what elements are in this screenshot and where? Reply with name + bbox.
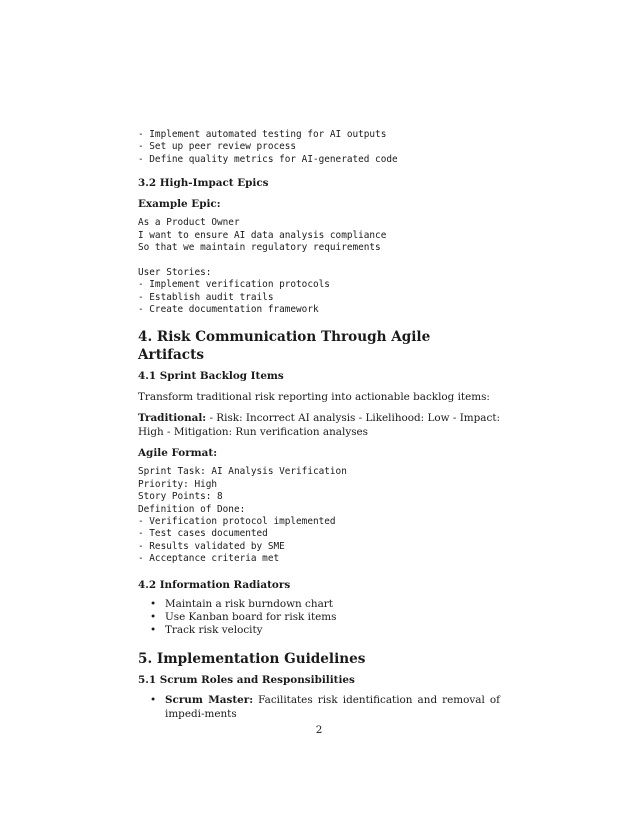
agile-code-block: [138, 466, 500, 565]
epic-code-block: [138, 217, 500, 316]
traditional-paragraph: [138, 411, 500, 439]
user-story-item: - Establish audit trails: [138, 291, 274, 303]
subsection-heading-4-2: 4.2 Information Radiators: [138, 578, 291, 591]
traditional-label: Traditional:: [138, 412, 207, 425]
page-content: [138, 129, 500, 721]
agile-line: Sprint Task: AI Analysis Verification: [138, 466, 347, 478]
subsection-heading-4-1: 4.1 Sprint Backlog Items: [138, 370, 284, 383]
intro-list-item: - Set up peer review process: [138, 141, 297, 153]
agile-format-label: Agile Format:: [138, 447, 218, 460]
subsection-heading-3-2: 3.2 High-Impact Epics: [138, 177, 269, 190]
agile-line: Definition of Done:: [138, 503, 246, 515]
intro-list-item: - Define quality metrics for AI-generated code: [138, 153, 398, 165]
list-item: [138, 624, 500, 637]
agile-line: Story Points: 8: [138, 491, 223, 503]
role-text: Facilitates risk identification and removal of impedi-ments: [165, 694, 500, 721]
epic-line: As a Product Owner: [138, 217, 240, 229]
list-item-text: Use Kanban board for risk items: [165, 610, 337, 623]
section-heading-4: 4. Risk Communication Through Agile Artifacts: [138, 329, 431, 364]
user-story-item: - Create documentation framework: [138, 304, 319, 316]
role-label: Scrum Master:: [165, 694, 254, 707]
bullet-icon: •: [150, 623, 157, 636]
traditional-text: - Risk: Incorrect AI analysis - Likelihood: Low - Impact: High - Mitigation: Run verification analyses: [138, 412, 500, 439]
intro-list-item: - Implement automated testing for AI outputs: [138, 129, 387, 140]
agile-line: - Results validated by SME: [138, 540, 285, 552]
bullet-icon: •: [150, 610, 157, 623]
list-item: [138, 598, 500, 611]
list-item-text: Track risk velocity: [165, 623, 263, 636]
agile-line: - Test cases documented: [138, 528, 268, 540]
radiators-list: [138, 598, 500, 637]
agile-line: - Verification protocol implemented: [138, 516, 336, 528]
roles-list: [138, 693, 500, 721]
list-item: [138, 611, 500, 624]
agile-line: - Acceptance criteria met: [138, 553, 280, 565]
example-epic-label: Example Epic:: [138, 198, 221, 211]
backlog-intro-paragraph: Transform traditional risk reporting into actionable backlog items:: [138, 391, 490, 404]
user-stories-label: User Stories:: [138, 266, 212, 278]
list-item: [138, 693, 500, 721]
section-heading-5: 5. Implementation Guidelines: [138, 651, 366, 668]
bullet-icon: •: [150, 597, 157, 610]
user-story-item: - Implement verification protocols: [138, 279, 330, 291]
intro-list: [138, 129, 500, 166]
agile-line: Priority: High: [138, 478, 218, 490]
list-item-text: Maintain a risk burndown chart: [165, 597, 333, 610]
bullet-icon: •: [150, 694, 157, 707]
page-number: 2: [315, 724, 323, 736]
epic-line: So that we maintain regulatory requirements: [138, 242, 381, 254]
epic-line: I want to ensure AI data analysis compliance: [138, 229, 387, 241]
subsection-heading-5-1: 5.1 Scrum Roles and Responsibilities: [138, 674, 355, 687]
